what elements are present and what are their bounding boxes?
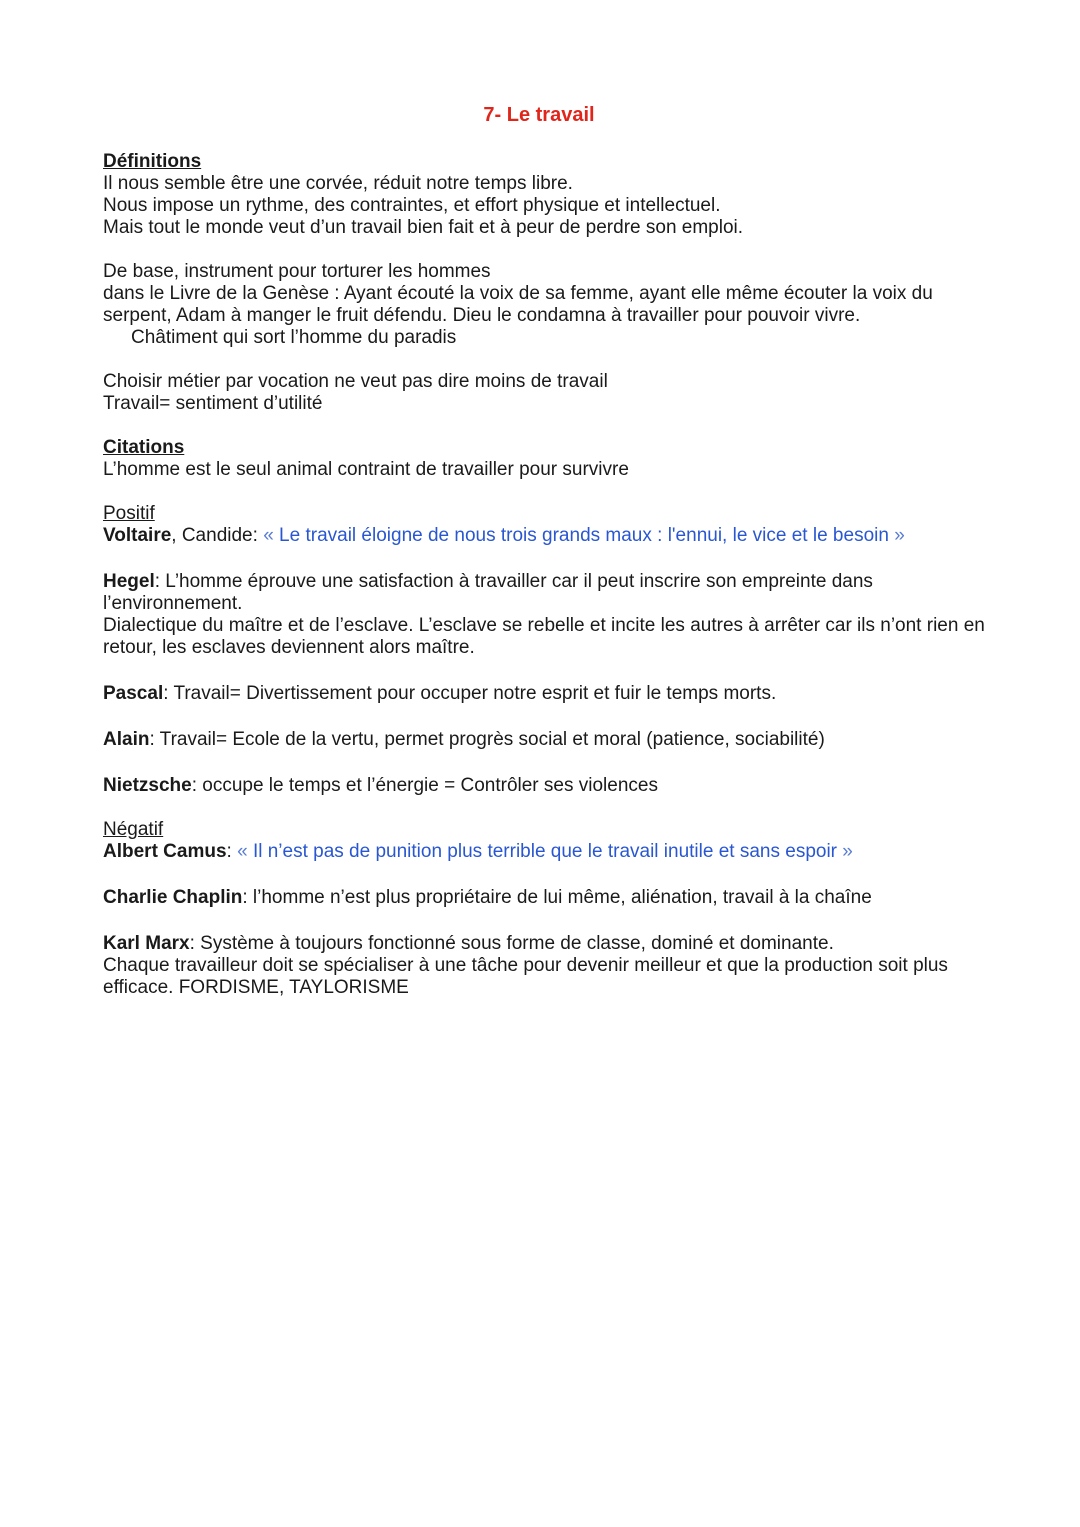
negatif-label: Négatif xyxy=(103,819,164,840)
definitions-line-1: Il nous semble être une corvée, réduit notre temps libre. xyxy=(103,173,573,194)
definitions-heading: Définitions xyxy=(103,151,202,172)
genesis-conclusion: Châtiment qui sort l’homme du paradis xyxy=(131,327,457,348)
chaplin-text: : l’homme n’est plus propriétaire de lui même, aliénation, travail à la chaîne xyxy=(242,887,872,908)
marx-name: Karl Marx xyxy=(103,933,190,954)
nietzsche-entry xyxy=(103,775,1003,797)
page-title: 7- Le travail xyxy=(483,104,595,126)
alain-name: Alain xyxy=(103,729,150,750)
pascal-text: : Travail= Divertissement pour occuper notre esprit et fuir le temps morts. xyxy=(163,683,777,704)
pascal-name: Pascal xyxy=(103,683,164,704)
utility-line: Travail= sentiment d’utilité xyxy=(103,393,323,414)
voltaire-entry xyxy=(103,525,1003,547)
voltaire-quote-open: « xyxy=(263,525,280,546)
marx-entry xyxy=(103,933,1003,999)
hegel-entry xyxy=(103,571,1003,659)
chaplin-name: Charlie Chaplin xyxy=(103,887,243,908)
voltaire-source: , Candide: xyxy=(171,525,264,546)
camus-quote: Il n’est pas de punition plus terrible que le travail inutile et sans espoir xyxy=(252,841,838,862)
positif-label: Positif xyxy=(103,503,155,524)
genesis-text: dans le Livre de la Genèse : Ayant écouté la voix de sa femme, ayant elle même écouter la voix du serpent, Adam à manger le fruit défendu. Dieu le condamna à travailler pour pouvoir vivre. xyxy=(103,283,933,326)
definitions-line-3: Mais tout le monde veut d’un travail bien fait et à peur de perdre son emploi. xyxy=(103,217,744,238)
voltaire-quote-close: » xyxy=(888,525,905,546)
definitions-section xyxy=(103,151,1003,415)
camus-sep: : xyxy=(226,841,238,862)
hegel-text-1: : L’homme éprouve une satisfaction à travailler car il peut inscrire son empreinte dans l’environnement. xyxy=(103,571,873,614)
camus-quote-close: » xyxy=(837,841,853,862)
document-page xyxy=(103,104,1003,1023)
genesis-intro: De base, instrument pour torturer les hommes xyxy=(103,261,491,282)
voltaire-name: Voltaire xyxy=(103,525,172,546)
camus-name: Albert Camus xyxy=(103,841,227,862)
nietzsche-text: : occupe le temps et l’énergie = Contrôler ses violences xyxy=(191,775,658,796)
voltaire-quote: Le travail éloigne de nous trois grands maux : l'ennui, le vice et le besoin xyxy=(279,525,889,546)
citations-section xyxy=(103,437,1003,999)
camus-entry xyxy=(103,841,1003,863)
alain-entry xyxy=(103,729,1003,751)
nietzsche-name: Nietzsche xyxy=(103,775,192,796)
citations-intro: L’homme est le seul animal contraint de travailler pour survivre xyxy=(103,459,629,480)
chaplin-entry xyxy=(103,887,1003,909)
marx-text-1: : Système à toujours fonctionné sous forme de classe, dominé et dominante. xyxy=(189,933,834,954)
definitions-line-2: Nous impose un rythme, des contraintes, et effort physique et intellectuel. xyxy=(103,195,721,216)
marx-text-2: Chaque travailleur doit se spécialiser à une tâche pour devenir meilleur et que la production soit plus efficace. FORDISME, TAYLORISME xyxy=(103,955,948,998)
pascal-entry xyxy=(103,683,1003,705)
vocation-line: Choisir métier par vocation ne veut pas dire moins de travail xyxy=(103,371,608,392)
alain-text: : Travail= Ecole de la vertu, permet progrès social et moral (patience, sociabilité) xyxy=(149,729,825,750)
hegel-name: Hegel xyxy=(103,571,155,592)
citations-heading: Citations xyxy=(103,437,185,458)
camus-quote-open: « xyxy=(237,841,253,862)
hegel-text-2: Dialectique du maître et de l’esclave. L’esclave se rebelle et incite les autres à arrêter car ils n’ont rien en retour, les esclaves deviennent alors maître. xyxy=(103,615,985,658)
